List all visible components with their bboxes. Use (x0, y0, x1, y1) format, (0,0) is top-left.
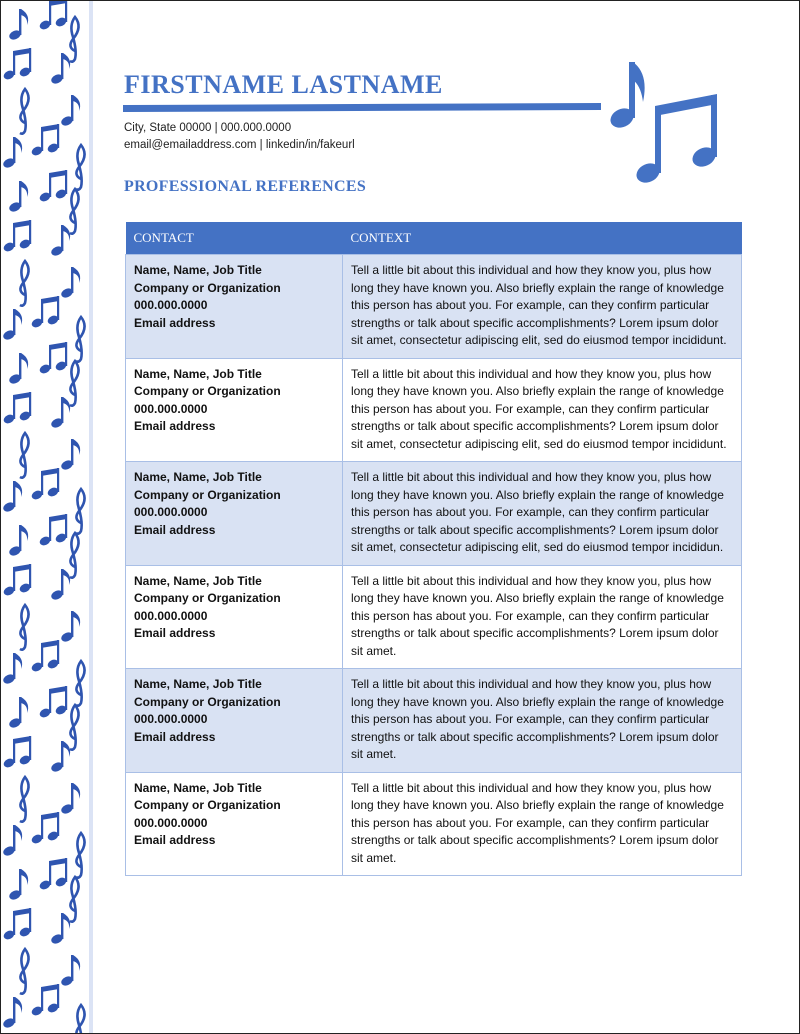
reference-email: Email address (134, 833, 216, 847)
table-row (126, 255, 742, 359)
reference-phone: 000.000.0000 (134, 505, 208, 519)
reference-email: Email address (134, 419, 216, 433)
contact-info (124, 120, 355, 154)
reference-phone: 000.000.0000 (134, 401, 208, 416)
reference-phone: 000.000.0000 (134, 815, 208, 830)
reference-name: Name, Name, Job Title (134, 677, 262, 691)
reference-org: Company or Organization (134, 487, 281, 502)
reference-org: Company or Organization (134, 798, 281, 812)
context-cell: Tell a little bit about this individual and how they know you, plus how long they have known you. Also briefly explain the range of knowledge this person has about you. For example, can they confirm particular strengths or talk about specific accomplishments? Lorem ipsum dolor sit amet. (343, 565, 742, 669)
contact-cell (126, 565, 343, 669)
column-header-contact: CONTACT (126, 222, 343, 255)
context-cell: Tell a little bit about this individual and how they know you, plus how long they have known you. Also briefly explain the range of knowledge this person has about you. For example, can they confirm particular strengths or talk about specific accomplishments? Lorem ipsum dolor sit amet, consectetur adipiscing elit, sed do eiusmod tempor incididunt. (343, 255, 742, 359)
contact-cell (126, 669, 343, 773)
contact-line-location-phone: City, State 00000 | 000.000.0000 (124, 122, 292, 134)
table-header-row (126, 222, 742, 255)
reference-name: Name, Name, Job Title (134, 573, 262, 588)
context-cell: Tell a little bit about this individual and how they know you, plus how long they have known you. Also briefly explain the range of knowledge this person has about you. For example, can they confirm particular strengths or talk about specific accomplishments? Lorem ipsum dolor sit amet. (343, 772, 742, 876)
contact-cell (126, 772, 343, 876)
table-row (126, 565, 742, 669)
reference-org: Company or Organization (134, 694, 281, 709)
references-table (125, 222, 742, 876)
reference-name: Name, Name, Job Title (134, 263, 262, 277)
reference-name: Name, Name, Job Title (134, 366, 262, 381)
contact-cell (126, 255, 343, 359)
reference-phone: 000.000.0000 (134, 298, 208, 312)
table-row (126, 462, 742, 566)
applicant-name: FIRSTNAME LASTNAME (124, 70, 443, 99)
reference-name: Name, Name, Job Title (134, 780, 262, 795)
reference-phone: 000.000.0000 (134, 712, 208, 726)
table-row (126, 772, 742, 876)
reference-email: Email address (134, 729, 216, 744)
section-title: PROFESSIONAL REFERENCES (124, 178, 367, 195)
reference-email: Email address (134, 522, 216, 537)
table-row (126, 669, 742, 773)
contact-line-email-linkedin: email@emailaddress.com | linkedin/in/fakeurl (124, 139, 355, 151)
reference-email: Email address (134, 315, 216, 330)
contact-cell (126, 358, 343, 462)
context-cell: Tell a little bit about this individual and how they know you, plus how long they have known you. Also briefly explain the range of knowledge this person has about you. For example, can they confirm particular strengths or talk about specific accomplishments? Lorem ipsum dolor sit amet, consectetur adipiscing elit, sed do eiusmod tempor incididun. (343, 462, 742, 566)
reference-org: Company or Organization (134, 591, 281, 605)
table-row (126, 358, 742, 462)
reference-org: Company or Organization (134, 384, 281, 398)
context-cell: Tell a little bit about this individual and how they know you, plus how long they have known you. Also briefly explain the range of knowledge this person has about you. For example, can they confirm particular strengths or talk about specific accomplishments? Lorem ipsum dolor sit amet, consectetur adipiscing elit, sed do eiusmod tempor incididunt. (343, 358, 742, 462)
reference-name: Name, Name, Job Title (134, 470, 262, 484)
reference-org: Company or Organization (134, 280, 281, 295)
reference-phone: 000.000.0000 (134, 608, 208, 623)
contact-cell (126, 462, 343, 566)
context-cell: Tell a little bit about this individual and how they know you, plus how long they have known you. Also briefly explain the range of knowledge this person has about you. For example, can they confirm particular strengths or talk about specific accomplishments? Lorem ipsum dolor sit amet. (343, 669, 742, 773)
music-notes-icon (605, 58, 725, 193)
column-header-context: CONTEXT (343, 222, 742, 255)
music-notes-pattern-icon (1, 1, 93, 1033)
reference-email: Email address (134, 626, 216, 640)
